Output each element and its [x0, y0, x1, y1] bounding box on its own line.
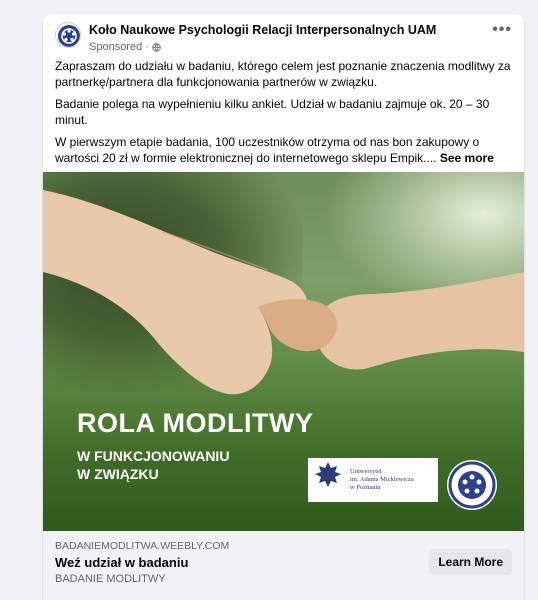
post-paragraph — [55, 134, 515, 166]
uam-logo-line: Uniwersytet — [350, 468, 382, 475]
ad-image[interactable] — [43, 172, 524, 531]
sponsored-label[interactable]: Sponsored — [89, 41, 143, 53]
post-paragraph: Zapraszam do udziału w badaniu, którego celem jest poznanie znaczenia modlitwy za partnerkę/partnera dla funkcjonowania partnerów w związku. — [55, 59, 511, 89]
ad-subtitle-line: W FUNKCJONOWANIU — [77, 448, 230, 464]
link-preview[interactable] — [43, 531, 524, 600]
uam-logo — [308, 458, 438, 502]
page-avatar[interactable] — [55, 22, 81, 48]
separator-dot: · — [145, 41, 149, 53]
uam-logo-line: w Poznaniu — [350, 484, 381, 491]
learn-more-button[interactable]: Learn More — [429, 549, 512, 575]
post-paragraph-text: W pierwszym etapie badania, 100 uczestników otrzyma od nas bon zakupowy o wartości 20 zł w formie elektronicznej do internetowego sklepu Empik.... — [55, 135, 480, 165]
ad-subtitle-line: W ZWIĄZKU — [77, 466, 159, 482]
link-domain: BADANIEMODLITWA.WEEBLY.COM — [55, 540, 230, 552]
ad-title: ROLA MODLITWY — [77, 408, 314, 438]
page-name-link[interactable]: Koło Naukowe Psychologii Relacji Interpersonalnych UAM — [89, 23, 437, 37]
globe-icon — [152, 43, 161, 52]
ad-subtitle — [77, 447, 297, 483]
club-circle-logo — [447, 460, 497, 510]
uam-logo-line: im. Adama Mickiewicza — [350, 476, 414, 483]
link-headline[interactable]: Weź udział w badaniu — [55, 555, 189, 570]
post-body — [55, 58, 515, 172]
see-more-link[interactable]: See more — [439, 151, 494, 165]
uam-logo-text — [350, 468, 435, 492]
post-header — [43, 14, 524, 64]
post-meta — [89, 41, 161, 53]
more-horizontal-icon[interactable]: ••• — [492, 21, 512, 38]
uam-crest-icon — [310, 460, 346, 500]
sponsored-post-card — [43, 14, 524, 600]
post-paragraph: Badanie polega na wypełnieniu kilku ankiet. Udział w badaniu zajmuje ok. 20 – 30 minut. — [55, 97, 490, 127]
link-description: BADANIE MODLITWY — [55, 573, 166, 585]
